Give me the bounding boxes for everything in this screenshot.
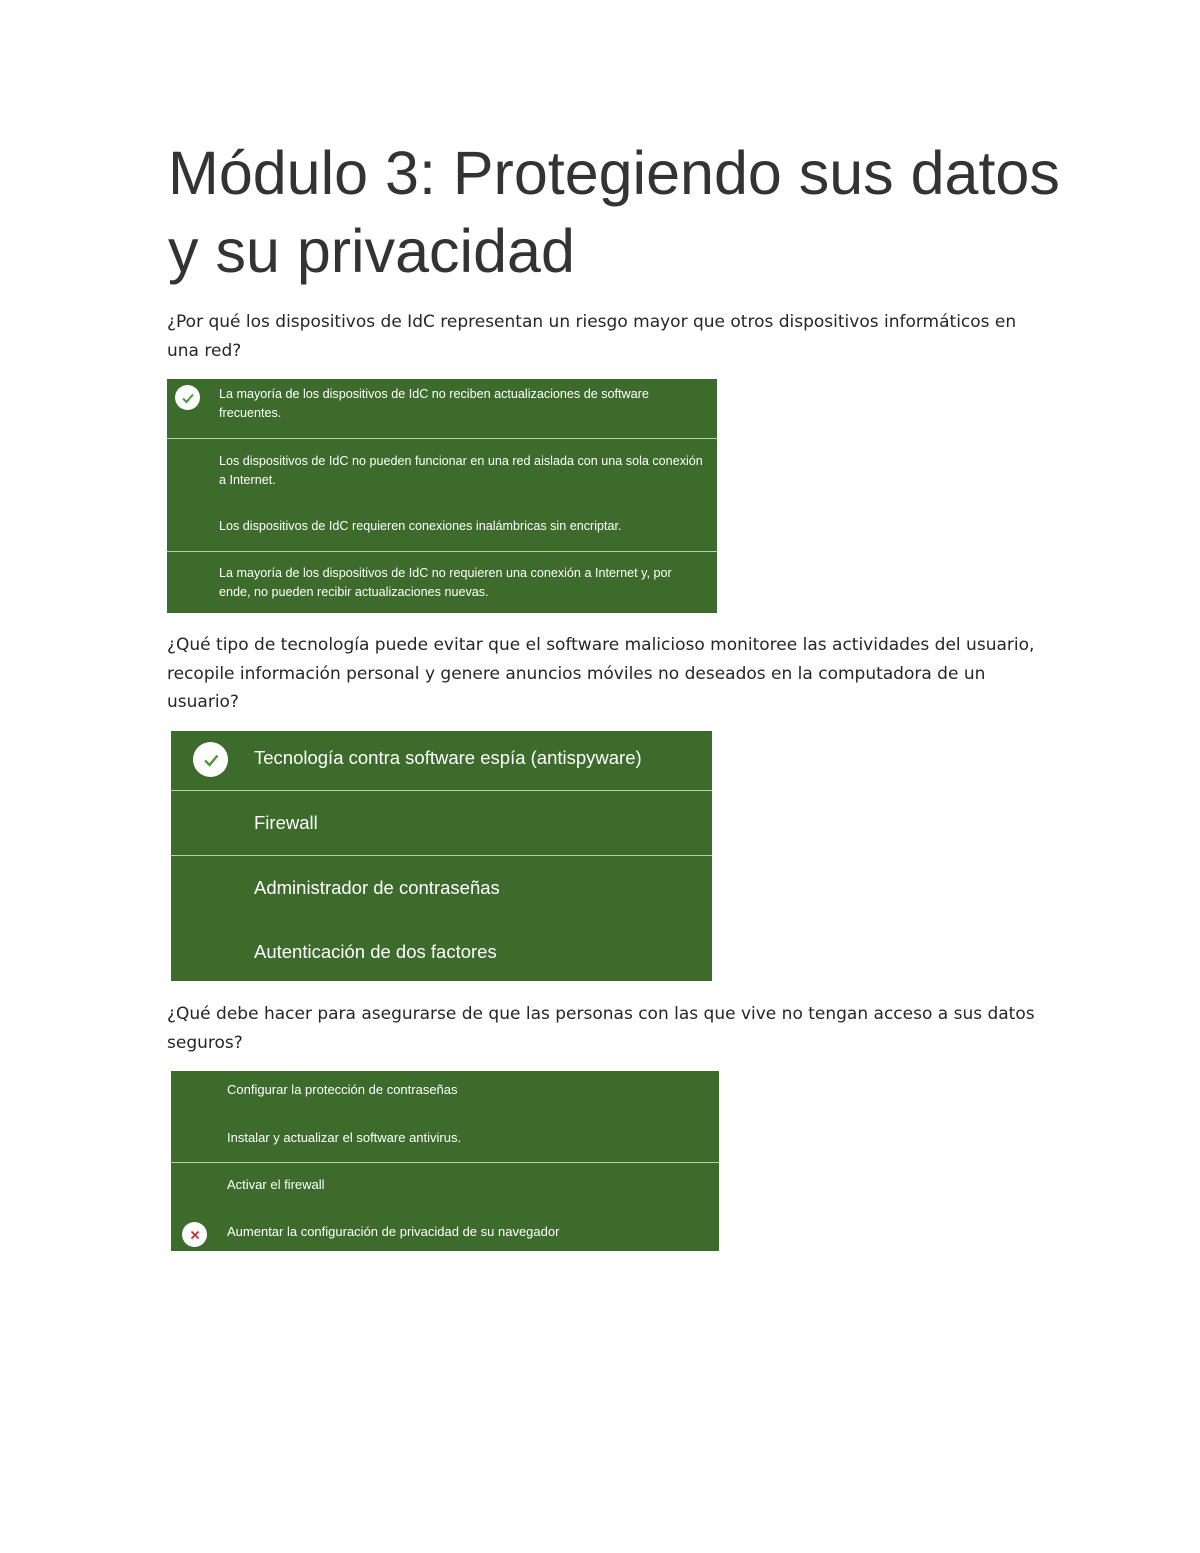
question-2-answers (171, 731, 712, 981)
answer-label: Los dispositivos de IdC no pueden funcionar en una red aislada con una sola conexión a Internet. (219, 454, 703, 487)
answer-label: Activar el firewall (227, 1177, 325, 1192)
answer-label: Instalar y actualizar el software antivirus. (227, 1130, 462, 1145)
answer-label: Administrador de contraseñas (254, 877, 500, 898)
check-circle-icon (193, 742, 228, 777)
answer-label: Tecnología contra software espía (antispyware) (254, 747, 642, 768)
question-1-answers (167, 379, 717, 613)
question-2-text: ¿Qué tipo de tecnología puede evitar que el software malicioso monitoree las actividades del usuario, recopile información personal y genere anuncios móviles no deseados en la computadora de un usuario? (167, 635, 1035, 712)
answer-option-3-3[interactable] (171, 1163, 719, 1208)
x-circle-icon (182, 1222, 207, 1247)
answer-option-2-1[interactable] (171, 731, 712, 790)
answer-option-2-2[interactable] (171, 791, 712, 855)
answer-option-1-1[interactable] (167, 379, 717, 438)
answer-label: Los dispositivos de IdC requieren conexiones inalámbricas sin encriptar. (219, 519, 622, 533)
answer-option-2-4[interactable] (171, 918, 712, 981)
answer-label: La mayoría de los dispositivos de IdC no reciben actualizaciones de software frecuentes. (219, 387, 649, 420)
answer-option-1-3[interactable] (167, 494, 717, 551)
answer-label: Configurar la protección de contraseñas (227, 1082, 458, 1097)
answer-option-1-4[interactable] (167, 552, 717, 613)
page-title: Módulo 3: Protegiendo sus datos y su privacidad (168, 139, 1060, 285)
answer-label: Firewall (254, 812, 318, 833)
check-circle-icon (175, 385, 200, 410)
question-3-answers (171, 1071, 719, 1251)
answer-option-3-4[interactable] (171, 1208, 719, 1251)
question-1-text: ¿Por qué los dispositivos de IdC representan un riesgo mayor que otros dispositivos informáticos en una red? (167, 312, 1017, 361)
answer-label: La mayoría de los dispositivos de IdC no requieren una conexión a Internet y, por ende, no pueden recibir actualizaciones nuevas. (219, 566, 672, 599)
answer-option-1-2[interactable] (167, 439, 717, 494)
answer-option-3-1[interactable] (171, 1071, 719, 1116)
question-3-text: ¿Qué debe hacer para asegurarse de que las personas con las que vive no tengan acceso a sus datos seguros? (167, 1004, 1035, 1053)
answer-option-3-2[interactable] (171, 1116, 719, 1162)
answer-option-2-3[interactable] (171, 856, 712, 918)
answer-label: Autenticación de dos factores (254, 941, 497, 962)
answer-label: Aumentar la configuración de privacidad de su navegador (227, 1224, 560, 1239)
